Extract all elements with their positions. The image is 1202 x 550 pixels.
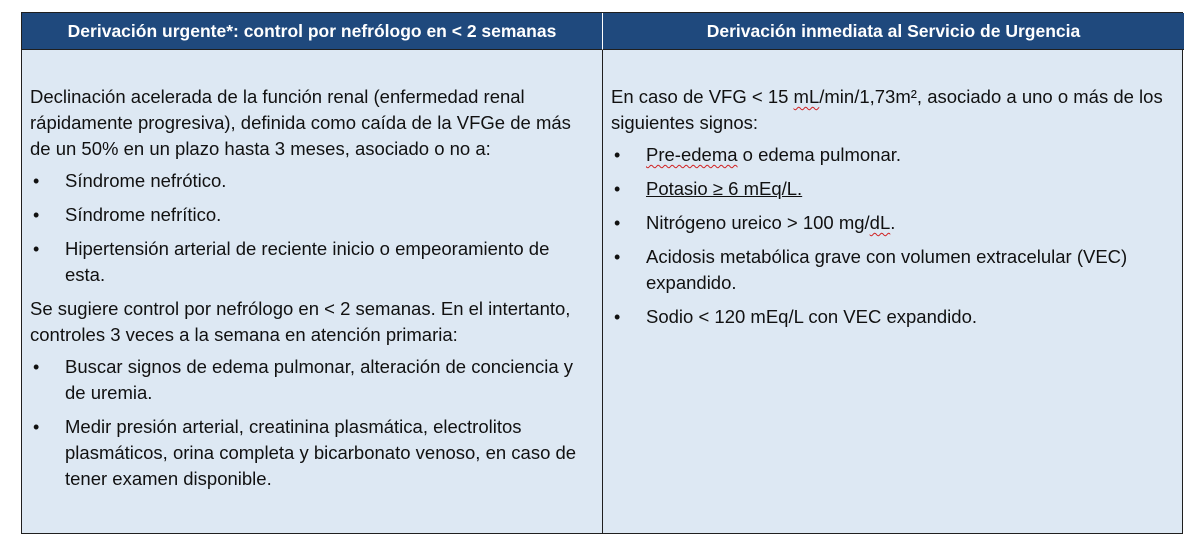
list-item-text: Buscar signos de edema pulmonar, alteración de conciencia y de uremia. bbox=[65, 356, 574, 403]
intro-text-part: /min/1,73m², asociado a uno o más de los siguientes signos: bbox=[611, 86, 1163, 133]
list-item bbox=[30, 236, 594, 288]
list-item-text: . bbox=[890, 212, 896, 233]
bullet-icon: • bbox=[33, 417, 40, 437]
emergency-signs-list bbox=[611, 142, 1170, 330]
bullet-icon: • bbox=[614, 213, 621, 233]
list-item-text: Síndrome nefrítico. bbox=[65, 204, 222, 225]
list-item-text: Pre-edema bbox=[646, 144, 738, 165]
list-item bbox=[30, 202, 594, 228]
list-item bbox=[611, 304, 1170, 330]
intro-unit: mL bbox=[793, 86, 820, 107]
immediate-intro-text bbox=[611, 84, 1170, 136]
list-item bbox=[611, 142, 1170, 168]
urgent-intro-text: Declinación acelerada de la función renal (enfermedad renal rápidamente progresiva), definida como caída de la VFGe de más de un 50% en un plazo hasta 3 meses, asociado o no a: bbox=[30, 86, 571, 159]
list-item bbox=[30, 168, 594, 194]
list-item-text: Acidosis metabólica grave con volumen extracelular (VEC) expandido. bbox=[646, 246, 1128, 293]
bullet-icon: • bbox=[33, 357, 40, 377]
bullet-icon: • bbox=[614, 307, 621, 327]
list-item-text: Sodio < 120 mEq/L con VEC expandido. bbox=[646, 306, 977, 327]
list-item-text: o edema pulmonar. bbox=[737, 144, 902, 165]
list-item bbox=[611, 244, 1170, 296]
urgent-conditions-list bbox=[30, 168, 594, 288]
list-item-text: Nitrógeno ureico > 100 mg/ bbox=[646, 212, 870, 233]
list-item bbox=[611, 176, 1170, 202]
list-item-text: Medir presión arterial, creatinina plasmática, electrolitos plasmáticos, orina completa y bicarbonato venoso, en caso de tener examen disponible. bbox=[65, 416, 577, 489]
bullet-icon: • bbox=[33, 205, 40, 225]
list-item bbox=[30, 354, 594, 406]
list-item bbox=[611, 210, 1170, 236]
bullet-icon: • bbox=[33, 239, 40, 259]
header-urgent-referral: Derivación urgente*: control por nefrólogo en < 2 semanas bbox=[22, 13, 603, 50]
primary-care-actions-list bbox=[30, 354, 594, 492]
immediate-referral-cell bbox=[603, 50, 1184, 533]
bullet-icon: • bbox=[33, 171, 40, 191]
bullet-icon: • bbox=[614, 247, 621, 267]
list-item bbox=[30, 414, 594, 492]
intro-text-part: En caso de VFG < 15 bbox=[611, 86, 794, 107]
list-item-text: Síndrome nefrótico. bbox=[65, 170, 227, 191]
list-item-unit: dL bbox=[869, 212, 891, 233]
bullet-icon: • bbox=[614, 145, 621, 165]
header-immediate-referral: Derivación inmediata al Servicio de Urgencia bbox=[603, 13, 1184, 50]
list-item-text: Potasio ≥ 6 mEq/L. bbox=[646, 178, 803, 199]
urgent-referral-cell bbox=[22, 50, 603, 533]
bullet-icon: • bbox=[614, 179, 621, 199]
referral-table bbox=[21, 12, 1183, 534]
list-item-text: Hipertensión arterial de reciente inicio o empeoramiento de esta. bbox=[65, 238, 550, 285]
urgent-followup-text: Se sugiere control por nefrólogo en < 2 semanas. En el intertanto, controles 3 veces a la semana en atención primaria: bbox=[30, 298, 571, 345]
